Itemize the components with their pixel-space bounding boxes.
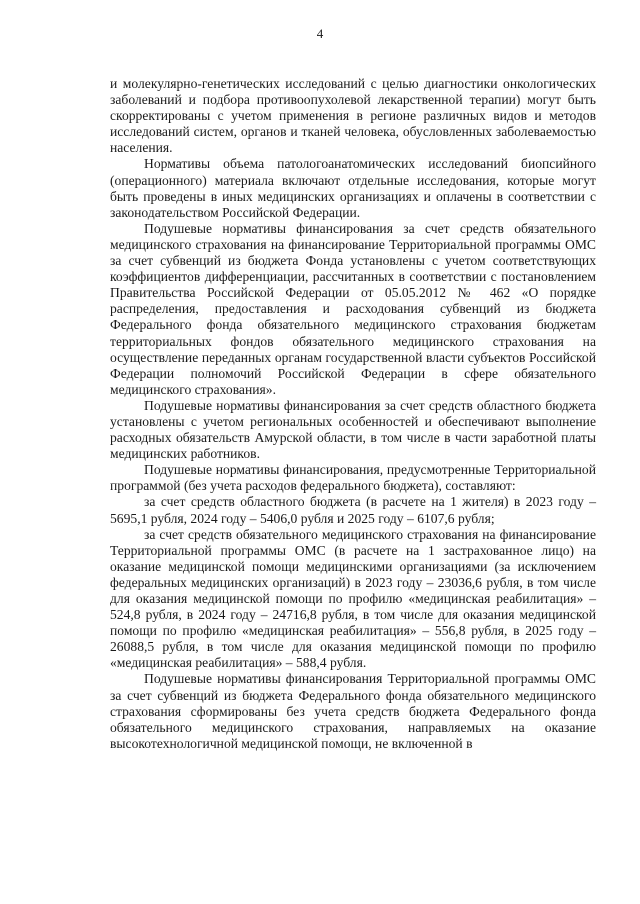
paragraph: Подушевые нормативы финансирования Территориальной программы ОМС за счет субвенций из бюджета Федерального фонда обязательного медицинского страхования сформированы без учета средств бюджета Федерального фонда обязательного медицинского страхования, направляемых на оказание высокотехнологичной медицинской помощи, не включенной в [110,671,596,751]
paragraph: Подушевые нормативы финансирования за счет средств обязательного медицинского страхования на финансирование Территориальной программы ОМС за счет субвенций из бюджета Фонда установлены с учетом соответствующих коэффициентов дифференциации, рассчитанных в соответствии с постановлением Правительства Российской Федерации от 05.05.2012 № 462 «О порядке распределения, предоставления и расходования субвенций из бюджета Федерального фонда обязательного медицинского страхования бюджетам территориальных фондов обязательного медицинского страхования на осуществление переданных органам государственной власти субъектов Российской Федерации полномочий Российской Федерации в сфере обязательного медицинского страхования». [110,220,596,397]
paragraph: Подушевые нормативы финансирования, предусмотренные Территориальной программой (без учета расходов федерального бюджета), составляют: [110,462,596,494]
paragraph: Нормативы объема патологоанатомических исследований биопсийного (операционного) материала включают отдельные исследования, которые могут быть проведены в иных медицинских организациях и оплачены в соответствии с законодательством Российской Федерации. [110,156,596,220]
paragraph: за счет средств областного бюджета (в расчете на 1 жителя) в 2023 году – 5695,1 рубля, 2024 году – 5406,0 рубля и 2025 году – 6107,6 рубля; [110,494,596,526]
page-number: 4 [316,26,324,41]
paragraph: за счет средств обязательного медицинского страхования на финансирование Территориальной программы ОМС (в расчете на 1 застрахованное лицо) на оказание медицинской помощи медицинскими организациями (за исключением федеральных медицинских организаций) в 2023 году – 23036,6 рубля, в том числе для оказания медицинской помощи по профилю «медицинская реабилитация» – 524,8 рубля, в 2024 году – 24716,8 рубля, в том числе для оказания медицинской помощи по профилю «медицинская реабилитация» – 556,8 рубля, в 2025 году – 26088,5 рубля, в том числе для оказания медицинской помощи по профилю «медицинская реабилитация» – 588,4 рубля. [110,526,596,671]
body-text [110,76,596,752]
paragraph: и молекулярно-генетических исследований с целью диагностики онкологических заболеваний и подбора противоопухолевой лекарственной терапии) могут быть скорректированы с учетом применения в регионе различных видов и методов исследований систем, органов и тканей человека, обусловленных заболеваемостью населения. [110,76,596,156]
paragraph: Подушевые нормативы финансирования за счет средств областного бюджета установлены с учетом региональных особенностей и обеспечивают выполнение расходных обязательств Амурской области, в том числе в части заработной платы медицинских работников. [110,397,596,462]
